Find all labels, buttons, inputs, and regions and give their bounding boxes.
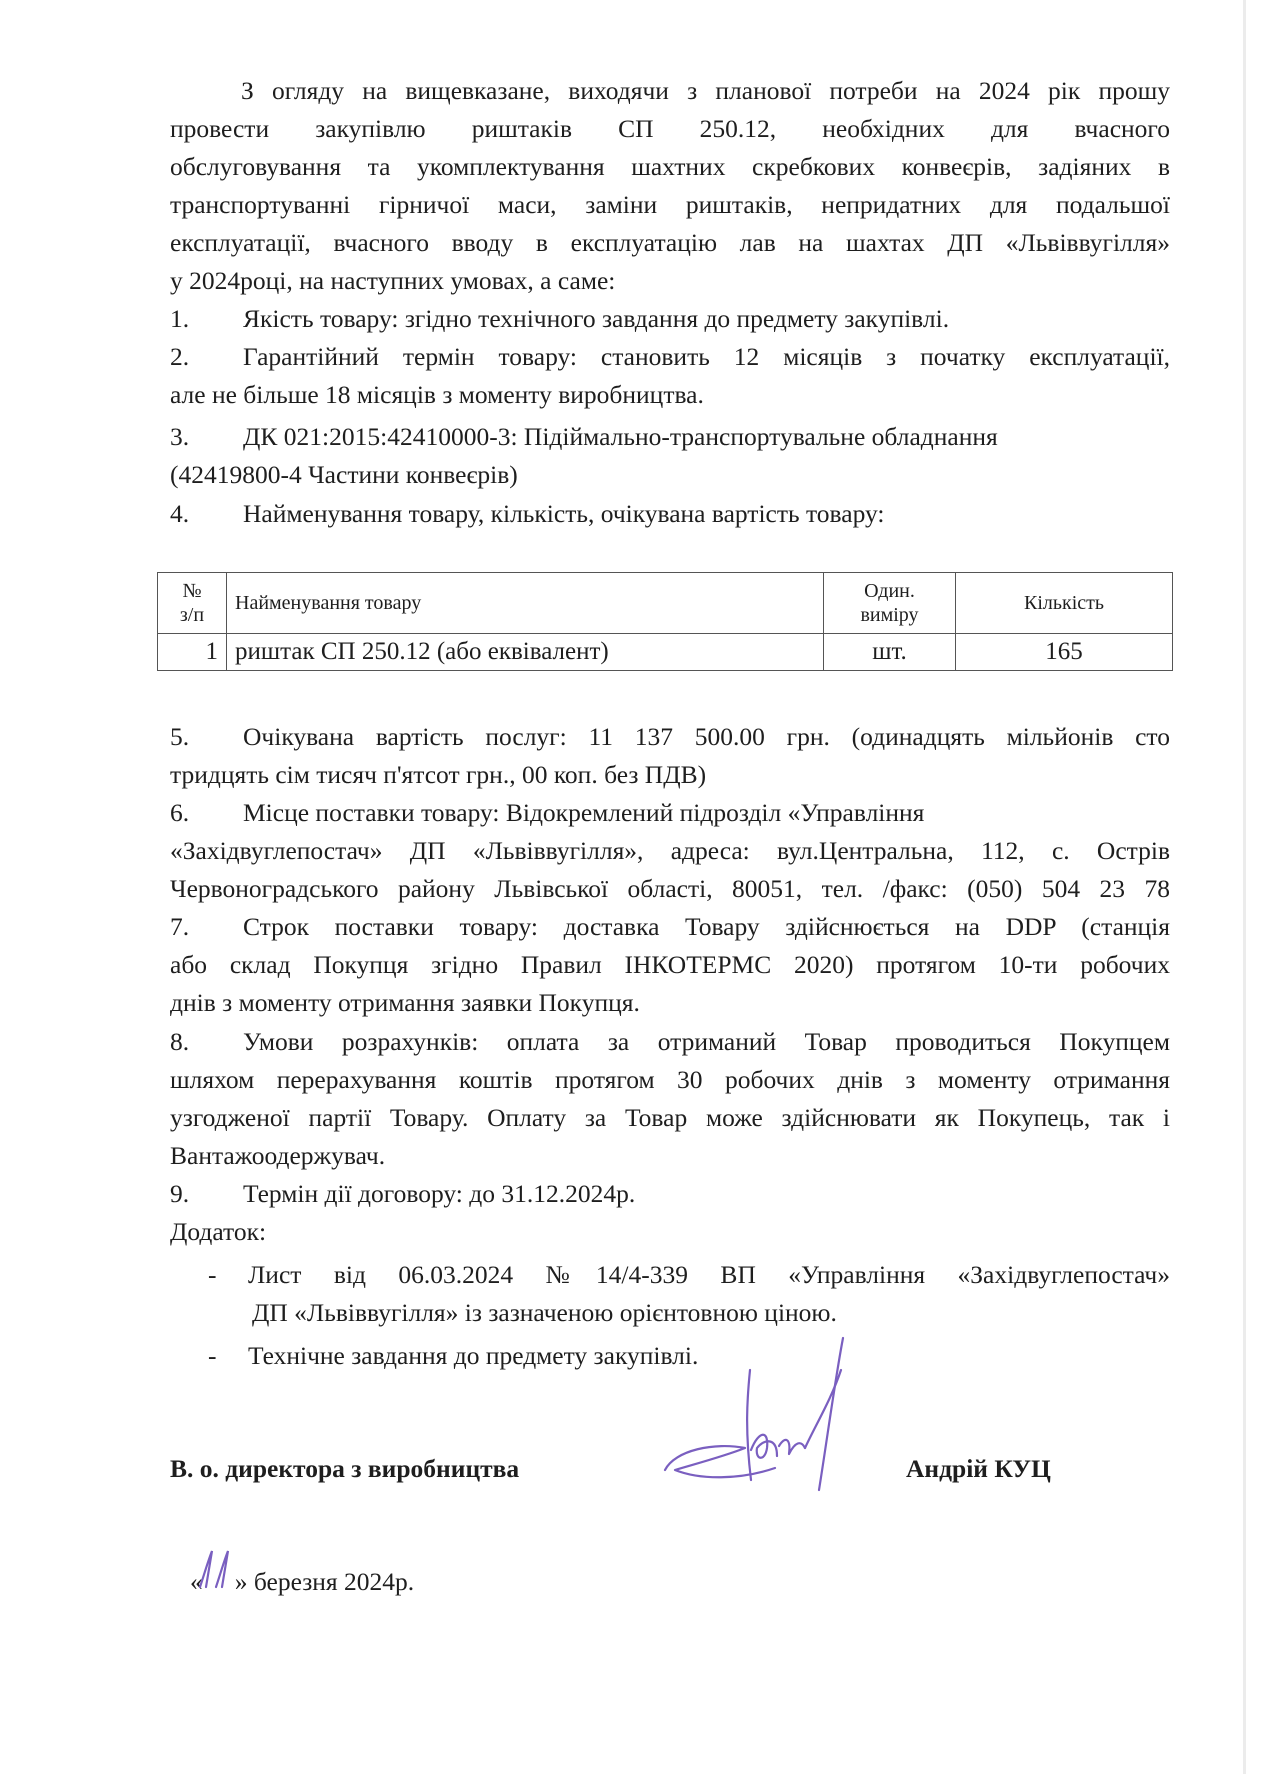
- signatory-position: В. о. директора з виробництва: [170, 1454, 520, 1483]
- item-8-number: 8.: [170, 1027, 190, 1056]
- intro-line-6: у 2024році, на наступних умовах, а саме:: [170, 266, 616, 295]
- item-6-number: 6.: [170, 798, 190, 827]
- header-num-line-1: №: [182, 580, 202, 602]
- item-5-number: 5.: [170, 722, 190, 751]
- intro-line-5: експлуатації, вчасного вводу в експлуатацію лав на шахтах ДП «Львіввугілля»: [170, 228, 1170, 257]
- table-row: [158, 634, 1173, 671]
- item-5-text-2: тридцять сім тисяч п'ятсот грн., 00 коп. без ПДВ): [170, 760, 707, 789]
- signature-strokes: [665, 1338, 843, 1490]
- header-num-line-2: з/п: [179, 604, 205, 626]
- appendix-bullet-2-mark: -: [208, 1341, 217, 1370]
- intro-line-3: обслуговування та укомплектування шахтних скребкових конвеєрів, задіяних в: [170, 152, 1170, 181]
- header-num: [158, 573, 227, 634]
- intro-text-1: З огляду на вищевказане, виходячи з планової потреби на 2024 рік прошу: [241, 76, 1170, 105]
- table-header-row: [158, 573, 1173, 634]
- item-3-number: 3.: [170, 422, 190, 451]
- item-6-text-3: Червоноградського району Львівської області, 80051, тел. /факс: (050) 504 23 78: [170, 874, 1170, 903]
- item-3-text-1: ДК 021:2015:42410000-3: Підіймально-транспортувальне обладнання: [243, 422, 998, 451]
- header-unit: [824, 573, 956, 634]
- item-2-text-1: Гарантійний термін товару: становить 12 місяців з початку експлуатації,: [243, 342, 1170, 371]
- handwritten-day-icon: [196, 1547, 238, 1589]
- item-8-text-2: шляхом перерахування коштів протягом 30 робочих днів з моменту отримання: [170, 1065, 1170, 1094]
- item-7-text-2: або склад Покупця згідно Правил ІНКОТЕРМС 2020) протягом 10-ти робочих: [170, 950, 1170, 979]
- cell-qty: 165: [956, 634, 1173, 671]
- item-4-text: Найменування товару, кількість, очікувана вартість товару:: [243, 499, 885, 528]
- appendix-bullet-1-text-2: ДП «Львіввугілля» із зазначеною орієнтовною ціною.: [252, 1298, 837, 1327]
- item-9-number: 9.: [170, 1179, 190, 1208]
- item-8-text-4: Вантажоодержувач.: [170, 1141, 386, 1170]
- item-4-number: 4.: [170, 499, 190, 528]
- item-1-text: Якість товару: згідно технічного завдання до предмету закупівлі.: [243, 304, 950, 333]
- appendix-bullet-1: [208, 1256, 1170, 1294]
- item-6: [170, 794, 1170, 832]
- item-2-text-2: але не більше 18 місяців з моменту виробництва.: [170, 380, 704, 409]
- day-strokes: [200, 1551, 228, 1587]
- cell-unit: шт.: [824, 634, 956, 671]
- appendix-title: Додаток:: [170, 1217, 267, 1246]
- intro-line-4: транспортуванні гірничої маси, заміни риштаків, непридатних для подальшої: [170, 190, 1170, 219]
- item-5-text-1: Очікувана вартість послуг: 11 137 500.00 грн. (одинадцять мільйонів сто: [243, 722, 1170, 751]
- signatory-name: Андрій КУЦ: [906, 1454, 1051, 1483]
- item-8: [170, 1023, 1170, 1061]
- header-qty: Кількість: [956, 573, 1173, 634]
- header-name: Найменування товару: [227, 573, 824, 634]
- item-6-text-2: «Західвуглепостач» ДП «Львіввугілля», адреса: вул.Центральна, 112, с. Острів: [170, 836, 1170, 865]
- goods-table: [157, 572, 1173, 671]
- item-8-text-3: узгодженої партії Товару. Оплату за Товар може здійснювати як Покупець, так і: [170, 1103, 1170, 1132]
- item-9-text: Термін дії договору: до 31.12.2024р.: [243, 1179, 636, 1208]
- item-2: [170, 338, 1170, 376]
- appendix-bullet-1-text-1: Лист від 06.03.2024 №14/4-339 ВП «Управління «Західвуглепостач»: [248, 1260, 1170, 1289]
- appendix-bullet-1-mark: -: [208, 1260, 217, 1289]
- item-6-text-1: Місце поставки товару: Відокремлений підрозділ «Управління: [243, 798, 925, 827]
- item-7: [170, 908, 1170, 946]
- item-9: [170, 1175, 1170, 1213]
- item-5: [170, 718, 1170, 756]
- header-unit-line-1: Один.: [864, 580, 915, 602]
- item-3-text-2: (42419800-4 Частини конвеєрів): [170, 460, 518, 489]
- intro-line-2: провести закупівлю риштаків СП 250.12, необхідних для вчасного: [170, 114, 1170, 143]
- item-3: [170, 418, 1170, 456]
- item-7-text-3: днів з моменту отримання заявки Покупця.: [170, 988, 640, 1017]
- item-7-text-1: Строк поставки товару: доставка Товару здійснюється на DDP (станція: [243, 912, 1170, 941]
- scan-edge: [1243, 0, 1246, 1774]
- appendix-bullet-2-text: Технічне завдання до предмету закупівлі.: [248, 1341, 699, 1370]
- item-1: [170, 300, 1170, 338]
- item-2-number: 2.: [170, 342, 190, 371]
- cell-name: риштак СП 250.12 (або еквівалент): [227, 634, 824, 671]
- date-month-year: » березня 2024р.: [234, 1567, 415, 1596]
- item-7-number: 7.: [170, 912, 190, 941]
- item-8-text-1: Умови розрахунків: оплата за отриманий Товар проводиться Покупцем: [243, 1027, 1170, 1056]
- document-date: [190, 1563, 1190, 1601]
- handwritten-signature-icon: [655, 1330, 865, 1500]
- item-1-number: 1.: [170, 304, 190, 333]
- intro-line-1: [241, 72, 1170, 110]
- item-4: [170, 495, 1170, 533]
- header-unit-line-2: виміру: [860, 604, 919, 626]
- date-open-quote: «: [190, 1567, 203, 1596]
- cell-num: 1: [158, 634, 227, 671]
